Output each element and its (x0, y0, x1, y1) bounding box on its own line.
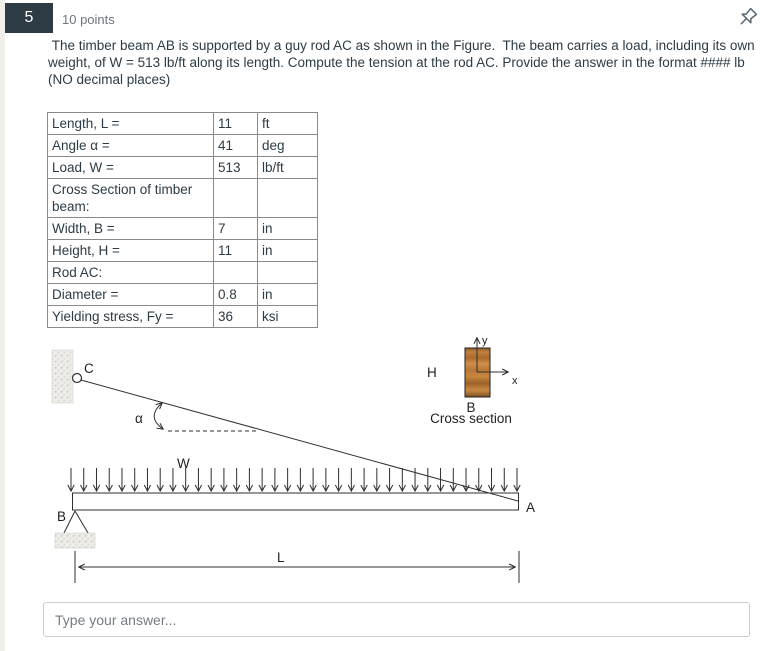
table-row (48, 218, 318, 240)
load-arrow (361, 468, 367, 491)
load-arrow (323, 468, 329, 491)
load-arrow (450, 468, 456, 491)
load-arrow (284, 468, 290, 491)
cross-section-caption: Cross section (430, 411, 512, 426)
label-angle-alpha: α (135, 411, 143, 426)
table-row (48, 306, 318, 328)
param-unit: in (258, 284, 318, 306)
param-label: Diameter = (48, 284, 214, 306)
question-text: The timber beam AB is supported by a guy rod AC as shown in the Figure. The beam carries a load, including its own weight, of W = 513 lb/ft along its length. Compute the tension at the rod AC. Provide the answer in the format #### lb (NO decimal places) (48, 38, 759, 87)
load-arrow (182, 468, 188, 491)
label-axis-y: y (482, 335, 488, 347)
param-label: Rod AC: (48, 262, 214, 284)
param-label: Width, B = (48, 218, 214, 240)
param-unit (258, 262, 318, 284)
points-label: 10 points (62, 12, 115, 27)
param-value (214, 262, 258, 284)
param-value: 0.8 (214, 284, 258, 306)
load-arrow (208, 468, 214, 491)
load-arrow (233, 468, 239, 491)
label-section-height: H (427, 365, 437, 380)
beam-rect (73, 493, 519, 510)
pin-question-button[interactable] (733, 5, 761, 33)
load-arrow (170, 468, 176, 491)
table-row (48, 284, 318, 306)
parameters-table-body (48, 113, 318, 328)
param-label: Angle α = (48, 135, 214, 157)
param-unit: in (258, 218, 318, 240)
table-row (48, 157, 318, 179)
table-row (48, 113, 318, 135)
load-arrow (106, 468, 112, 491)
load-arrow (310, 468, 316, 491)
param-label: Load, W = (48, 157, 214, 179)
load-arrow (195, 468, 201, 491)
label-point-b: B (57, 509, 67, 524)
param-value: 7 (214, 218, 258, 240)
param-label: Cross Section of timber beam: (48, 179, 214, 218)
param-value: 36 (214, 306, 258, 328)
angle-arc (154, 403, 163, 429)
load-arrow (374, 468, 380, 491)
load-arrow (144, 468, 150, 491)
param-value (214, 179, 258, 218)
param-unit: ft (258, 113, 318, 135)
param-label: Length, L = (48, 113, 214, 135)
pin-joint-c (73, 374, 82, 383)
param-unit: in (258, 240, 318, 262)
param-unit: deg (258, 135, 318, 157)
load-arrow (476, 468, 482, 491)
parameters-table (47, 112, 318, 328)
load-arrow (132, 468, 138, 491)
param-unit (258, 179, 318, 218)
label-section-width: B (466, 400, 476, 415)
param-value: 513 (214, 157, 258, 179)
load-arrow (386, 468, 392, 491)
label-point-a: A (526, 500, 536, 515)
question-number: 5 (24, 9, 34, 26)
load-arrow (425, 468, 431, 491)
param-label: Height, H = (48, 240, 214, 262)
load-arrow (514, 468, 520, 491)
load-arrow (488, 468, 494, 491)
table-row (48, 262, 318, 284)
table-row (48, 135, 318, 157)
load-arrow (68, 468, 74, 491)
table-row (48, 179, 318, 218)
support-triangle (64, 511, 88, 533)
dimension-line (75, 551, 519, 583)
load-arrow (246, 468, 252, 491)
table-row (48, 240, 318, 262)
load-arrow (348, 468, 354, 491)
label-point-c: C (84, 361, 94, 376)
param-unit: lb/ft (258, 157, 318, 179)
load-arrow (259, 468, 265, 491)
param-value: 41 (214, 135, 258, 157)
param-unit: ksi (258, 306, 318, 328)
load-arrow (501, 468, 507, 491)
load-arrow (119, 468, 125, 491)
beam-figure (0, 333, 768, 593)
wall-hatch (52, 350, 73, 403)
load-arrow (81, 468, 87, 491)
ground-hatch (55, 533, 95, 548)
load-arrow (297, 468, 303, 491)
question-number-badge (5, 3, 53, 33)
load-arrow (335, 468, 341, 491)
param-value: 11 (214, 240, 258, 262)
load-arrow (157, 468, 163, 491)
load-arrow (221, 468, 227, 491)
distributed-load-arrows (68, 468, 520, 491)
label-span-l: L (277, 550, 285, 565)
pin-icon (734, 5, 760, 31)
load-arrow (93, 468, 99, 491)
load-arrow (399, 468, 405, 491)
guy-rod-line (81, 380, 518, 501)
answer-input[interactable] (43, 602, 750, 637)
label-load-w: W (177, 456, 190, 471)
param-label: Yielding stress, Fy = (48, 306, 214, 328)
label-axis-x: x (512, 375, 518, 387)
load-arrow (272, 468, 278, 491)
param-value: 11 (214, 113, 258, 135)
